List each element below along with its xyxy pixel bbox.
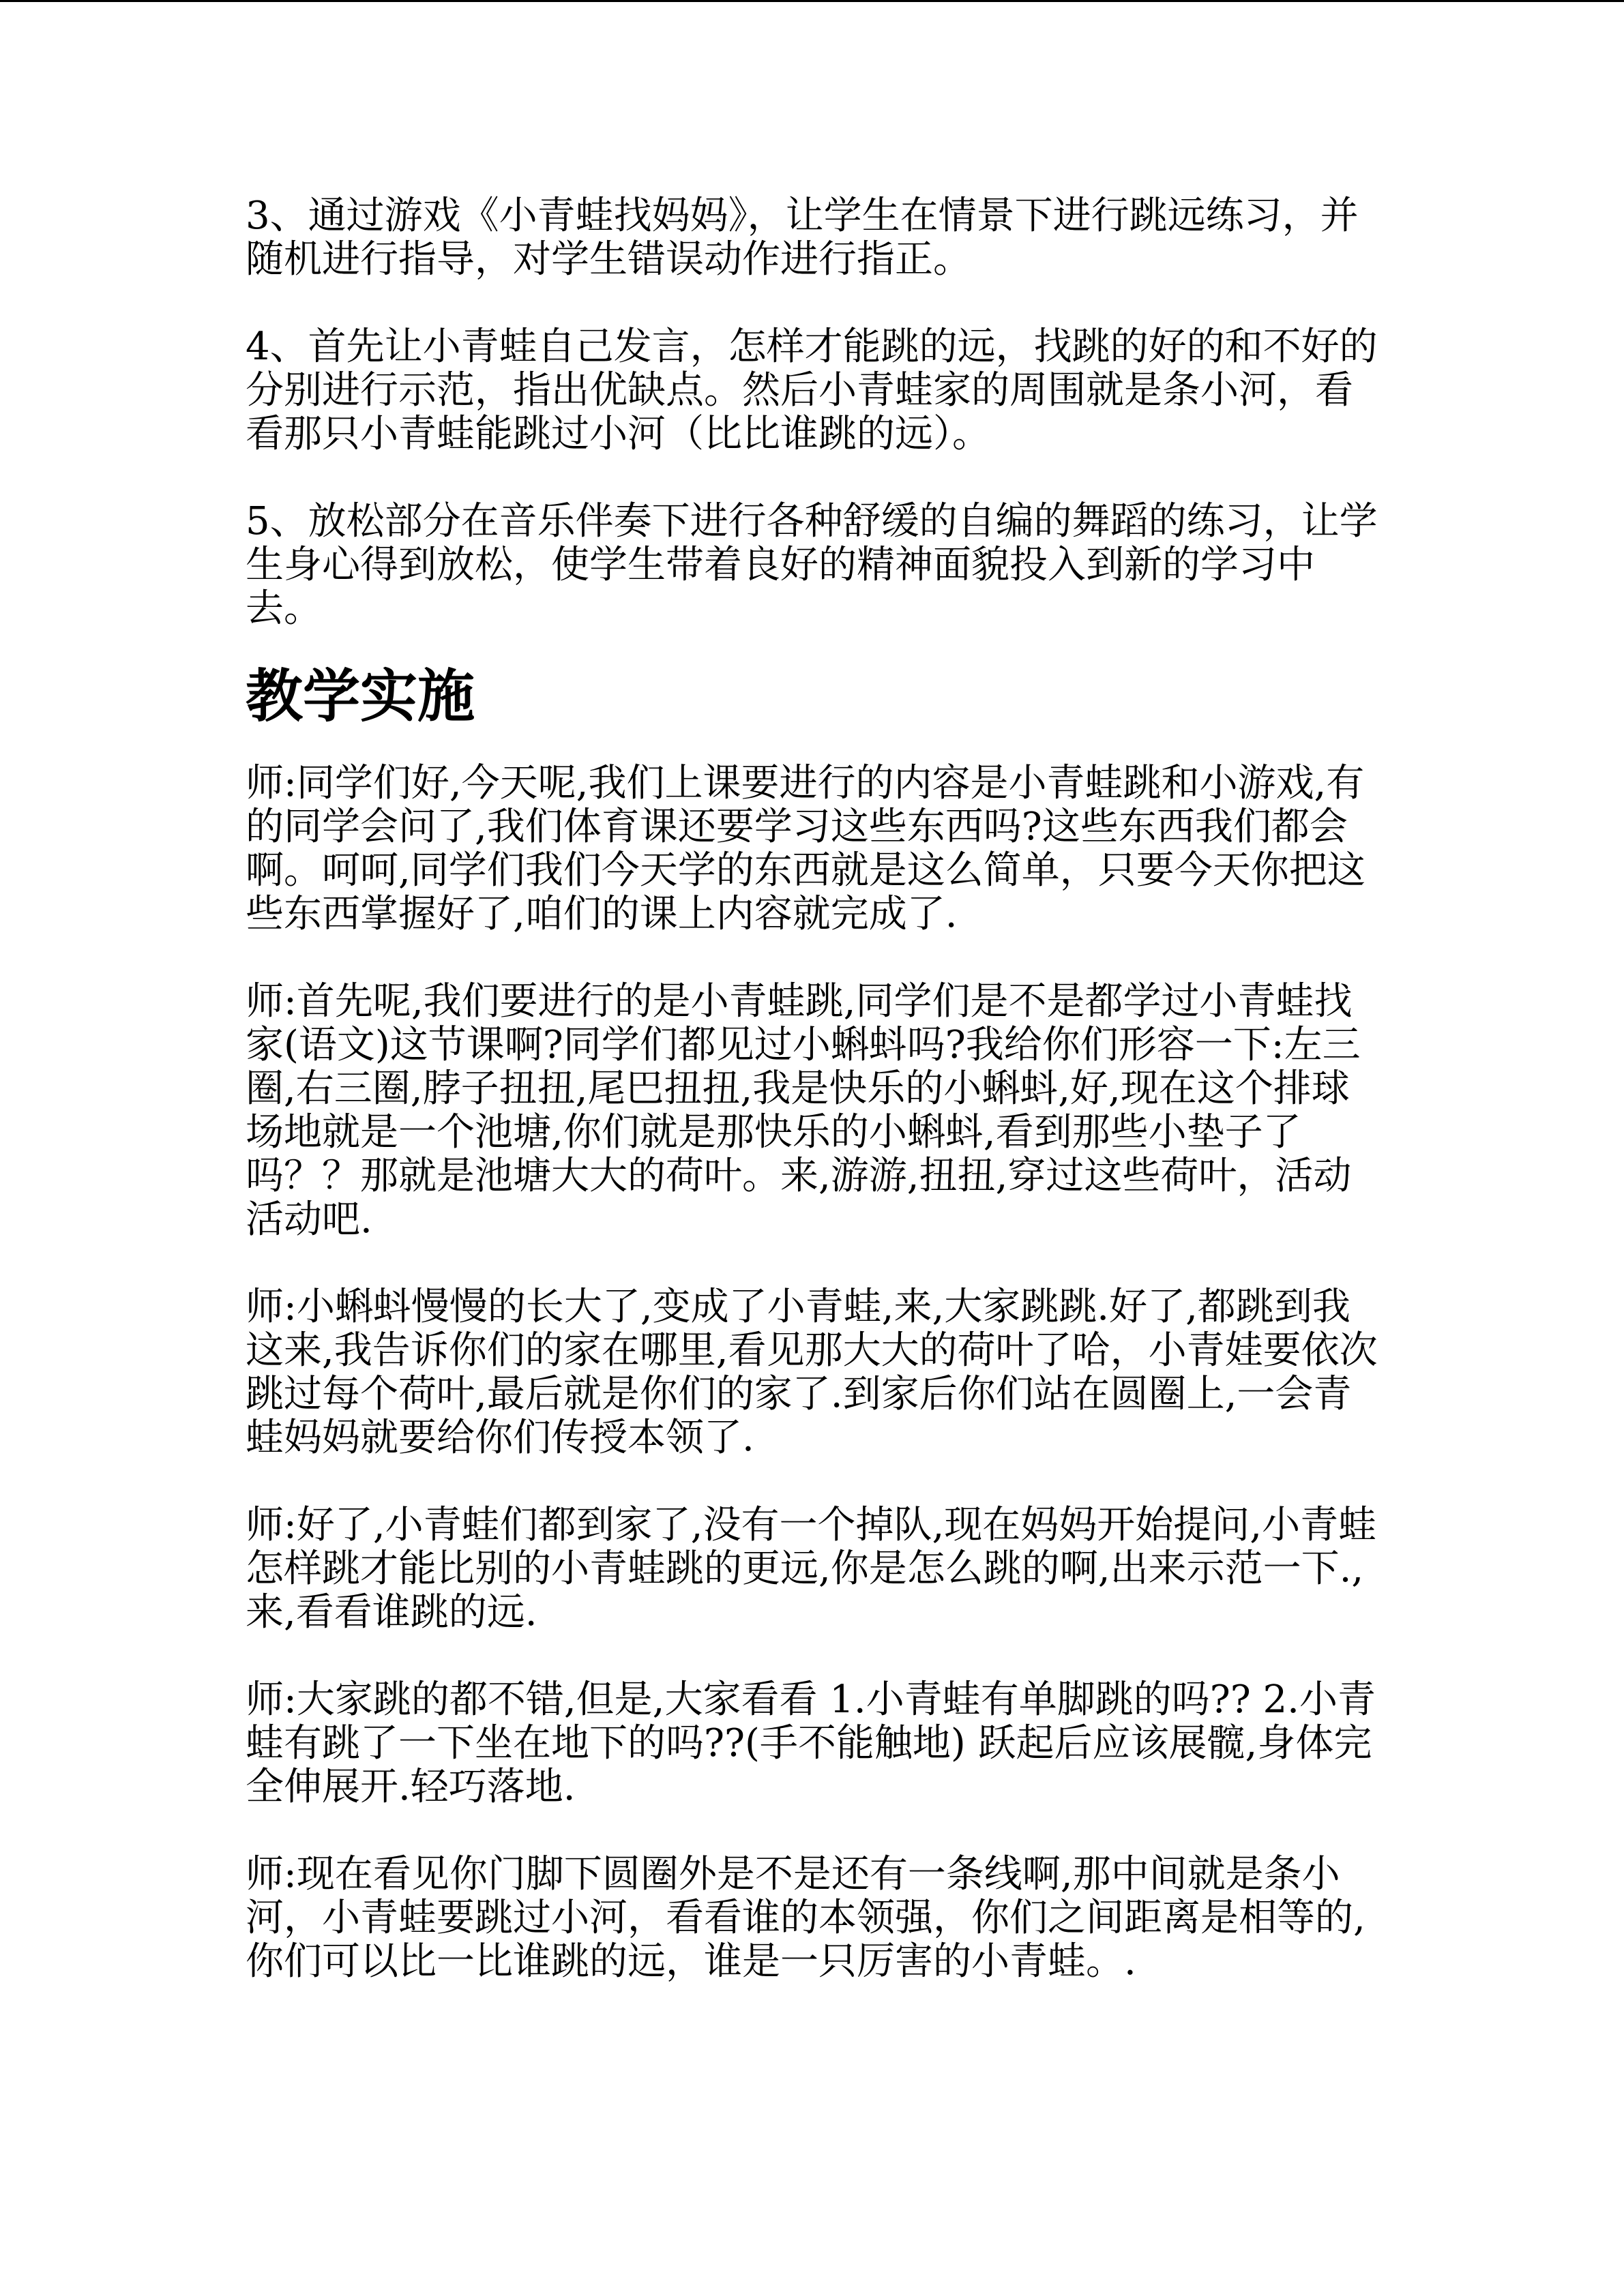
- paragraph-4: 4、首先让小青蛙自己发言，怎样才能跳的远，找跳的好的和不好的分别进行示范，指出优缺点。然后小青蛙家的周围就是条小河，看看那只小青蛙能跳过小河（比比谁跳的远）。: [246, 325, 1378, 456]
- dialogue-paragraph-2: 师:首先呢,我们要进行的是小青蛙跳,同学们是不是都学过小青蛙找家(语文)这节课啊?同学们都见过小蝌蚪吗?我给你们形容一下:左三圈,右三圈,脖子扭扭,尾巴扭扭,我是快乐的小蝌蚪,好,现在这个排球场地就是一个池塘,你们就是那快乐的小蝌蚪,看到那些小垫子了吗？？那就是池塘大大的荷叶。来,游游,扭扭,穿过这些荷叶，活动活动吧.: [246, 979, 1361, 1242]
- dialogue-paragraph-5: 师:大家跳的都不错,但是,大家看看 1.小青蛙有单脚跳的吗?? 2.小青蛙有跳了一下坐在地下的吗??(手不能触地) 跃起后应该展髋,身体完全伸展开.轻巧落地.: [246, 1678, 1376, 1809]
- document-body: [246, 194, 1378, 2027]
- dialogue-paragraph-1: 师:同学们好,今天呢,我们上课要进行的内容是小青蛙跳和小游戏,有的同学会问了,我们体育课还要学习这些东西吗?这些东西我们都会啊。呵呵,同学们我们今天学的东西就是这么简单，只要今天你把这些东西掌握好了,咱们的课上内容就完成了.: [246, 761, 1365, 936]
- paragraph-5: 5、放松部分在音乐伴奏下进行各种舒缓的自编的舞蹈的练习，让学生身心得到放松，使学生带着良好的精神面貌投入到新的学习中去。: [246, 499, 1378, 631]
- dialogue-paragraph-6: 师:现在看见你门脚下圆圈外是不是还有一条线啊,那中间就是条小河，小青蛙要跳过小河，看看谁的本领强，你们之间距离是相等的,你们可以比一比谁跳的远，谁是一只厉害的小青蛙。.: [246, 1852, 1365, 1984]
- dialogue-paragraph-4: 师:好了,小青蛙们都到家了,没有一个掉队,现在妈妈开始提问,小青蛙怎样跳才能比别的小青蛙跳的更远,你是怎么跳的啊,出来示范一下.,来,看看谁跳的远.: [246, 1503, 1377, 1635]
- paragraph-3: 3、通过游戏《小青蛙找妈妈》，让学生在情景下进行跳远练习，并随机进行指导，对学生错误动作进行指正。: [246, 194, 1359, 282]
- dialogue-paragraph-3: 师:小蝌蚪慢慢的长大了,变成了小青蛙,来,大家跳跳.好了,都跳到我这来,我告诉你们的家在哪里,看见那大大的荷叶了哈，小青娃要依次跳过每个荷叶,最后就是你们的家了.到家后你们站在圆圈上,一会青蛙妈妈就要给你们传授本领了.: [246, 1285, 1378, 1460]
- section-heading: 教学实施: [246, 662, 475, 730]
